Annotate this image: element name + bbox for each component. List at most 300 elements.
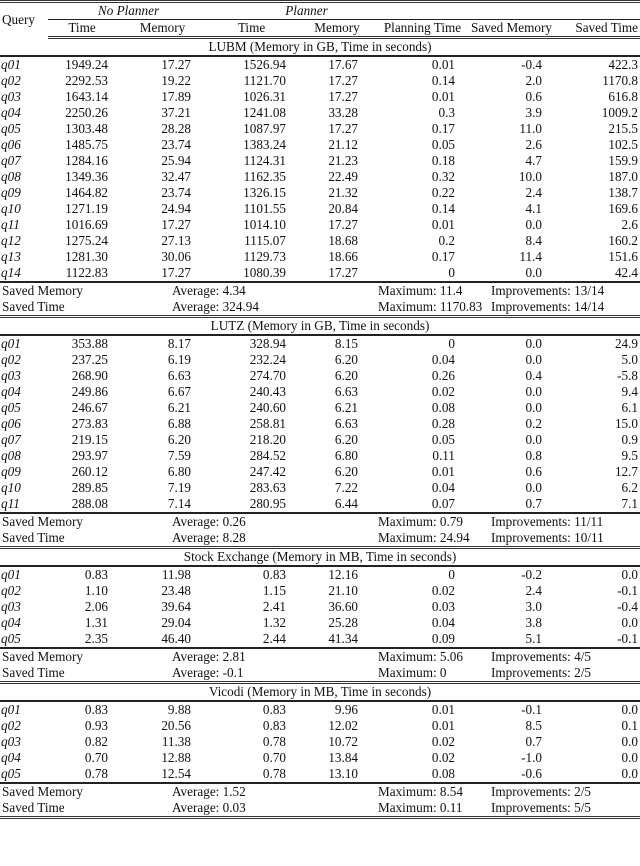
cell-no-planner-time: 0.70 bbox=[84, 750, 108, 765]
table-row bbox=[0, 480, 640, 496]
cell-planning-time: 0.14 bbox=[431, 73, 455, 88]
cell-query: q01 bbox=[1, 702, 21, 717]
cell-planner-memory: 17.27 bbox=[328, 121, 358, 136]
cell-planning-time: 0.09 bbox=[380, 631, 465, 648]
cell-planning-time: 0.01 bbox=[431, 702, 455, 717]
cell-saved-memory: 11.4 bbox=[519, 249, 542, 264]
cell-query: q04 bbox=[1, 750, 21, 765]
cell-planner-memory: 13.84 bbox=[328, 750, 358, 765]
table-row bbox=[0, 56, 640, 73]
cell-no-planner-time: 289.85 bbox=[71, 480, 108, 495]
table-row bbox=[0, 384, 640, 400]
cell-saved-time: 151.6 bbox=[608, 249, 639, 264]
cell-planner-time: 240.43 bbox=[249, 384, 286, 399]
cell-planner-memory: 6.63 bbox=[334, 384, 358, 399]
cell-planning-time: 0.03 bbox=[431, 599, 455, 614]
table-row bbox=[0, 464, 640, 480]
cell-saved-memory: 0.0 bbox=[465, 265, 558, 282]
cell-planner-memory: 25.28 bbox=[328, 615, 358, 630]
summary-improvements: Improvements: 2/5 bbox=[465, 665, 640, 683]
cell-planner-memory: 6.21 bbox=[334, 400, 358, 415]
cell-planner-time: 1.15 bbox=[262, 583, 286, 598]
cell-planner-time: 1121.70 bbox=[243, 73, 286, 88]
cell-planner-memory: 17.27 bbox=[328, 217, 358, 232]
summary-maximum: Maximum: 1170.83 bbox=[294, 299, 465, 317]
cell-saved-memory: 0.2 bbox=[525, 416, 542, 431]
cell-saved-memory: 0.7 bbox=[465, 496, 558, 513]
cell-planning-time: 0.04 bbox=[431, 480, 455, 495]
cell-planning-time: 0.04 bbox=[431, 352, 455, 367]
table-row bbox=[0, 718, 640, 734]
cell-planner-memory: 10.72 bbox=[328, 734, 358, 749]
cell-saved-memory: 0.0 bbox=[525, 352, 542, 367]
cell-saved-memory: -0.6 bbox=[465, 766, 558, 783]
col-header-time: Time bbox=[48, 20, 116, 38]
cell-planner-time: 1087.97 bbox=[243, 121, 286, 136]
cell-saved-time: 0.0 bbox=[621, 702, 639, 717]
summary-improvements: Improvements: 4/5 bbox=[491, 649, 591, 664]
cell-planning-time: 0.02 bbox=[431, 750, 455, 765]
cell-planner-memory: 41.34 bbox=[294, 631, 380, 648]
cell-no-planner-time: 0.82 bbox=[84, 734, 108, 749]
cell-planning-time: 0.32 bbox=[431, 169, 455, 184]
cell-planner-time: 283.63 bbox=[249, 480, 286, 495]
cell-no-planner-time: 1485.75 bbox=[65, 137, 108, 152]
summary-row bbox=[0, 282, 640, 299]
cell-saved-time: 7.1 bbox=[558, 496, 640, 513]
cell-planner-memory: 20.84 bbox=[328, 201, 358, 216]
cell-planner-memory: 9.96 bbox=[334, 702, 358, 717]
cell-saved-time: 1170.8 bbox=[602, 73, 639, 88]
cell-planner-time: 1383.24 bbox=[243, 137, 286, 152]
cell-planning-time: 0.2 bbox=[438, 233, 455, 248]
cell-planner-time: 1115.07 bbox=[244, 233, 286, 248]
summary-label: Saved Memory bbox=[2, 514, 83, 529]
cell-no-planner-time: 1271.19 bbox=[65, 201, 108, 216]
cell-query: q10 bbox=[1, 201, 21, 216]
cell-saved-memory: 0.0 bbox=[525, 480, 542, 495]
cell-no-planner-memory: 12.88 bbox=[161, 750, 191, 765]
cell-saved-memory: 0.0 bbox=[525, 432, 542, 447]
cell-saved-memory: 0.0 bbox=[525, 336, 542, 351]
table-row bbox=[0, 416, 640, 432]
summary-improvements: Improvements: 11/11 bbox=[491, 514, 604, 529]
table-row bbox=[0, 137, 640, 153]
table-row bbox=[0, 631, 640, 648]
summary-label: Saved Time bbox=[0, 800, 116, 818]
cell-saved-memory: 0.4 bbox=[525, 368, 542, 383]
cell-planner-time: 328.94 bbox=[249, 336, 286, 351]
cell-planner-time: 0.78 bbox=[262, 734, 286, 749]
cell-saved-time: -0.4 bbox=[617, 599, 639, 614]
summary-improvements: Improvements: 5/5 bbox=[465, 800, 640, 818]
table-row bbox=[0, 121, 640, 137]
cell-no-planner-time: 288.08 bbox=[48, 496, 116, 513]
summary-average: Average: 2.81 bbox=[172, 649, 246, 664]
cell-saved-memory: 4.7 bbox=[525, 153, 542, 168]
cell-no-planner-time: 1949.24 bbox=[65, 57, 108, 72]
cell-no-planner-time: 1.31 bbox=[84, 615, 108, 630]
cell-saved-time: 0.0 bbox=[621, 567, 639, 582]
cell-saved-memory: 0.8 bbox=[525, 448, 542, 463]
cell-no-planner-memory: 6.19 bbox=[167, 352, 191, 367]
cell-saved-memory: -1.0 bbox=[521, 750, 542, 765]
cell-query: q08 bbox=[1, 169, 21, 184]
cell-planner-time: 240.60 bbox=[249, 400, 286, 415]
cell-no-planner-time: 1303.48 bbox=[65, 121, 108, 136]
cell-saved-time: -5.8 bbox=[617, 368, 639, 383]
cell-query: q01 bbox=[1, 336, 21, 351]
cell-saved-time: 0.0 bbox=[621, 615, 639, 630]
cell-saved-time: 2.6 bbox=[621, 217, 639, 232]
cell-no-planner-time: 0.78 bbox=[48, 766, 116, 783]
cell-no-planner-memory: 6.20 bbox=[167, 432, 191, 447]
cell-query: q09 bbox=[1, 464, 21, 479]
cell-planning-time: 0 bbox=[448, 567, 455, 582]
cell-query: q11 bbox=[0, 496, 48, 513]
cell-query: q12 bbox=[1, 233, 21, 248]
summary-average: Average: -0.1 bbox=[116, 665, 294, 683]
cell-saved-memory: 0.6 bbox=[525, 89, 542, 104]
summary-label: Saved Time bbox=[0, 665, 116, 683]
table-row bbox=[0, 734, 640, 750]
cell-saved-memory: 2.0 bbox=[525, 73, 542, 88]
col-header-saved-time: Saved Time bbox=[558, 20, 640, 38]
cell-planner-memory: 17.27 bbox=[328, 89, 358, 104]
cell-query: q13 bbox=[1, 249, 21, 264]
cell-query: q10 bbox=[1, 480, 21, 495]
cell-query: q03 bbox=[1, 368, 21, 383]
cell-saved-memory: 3.9 bbox=[525, 105, 542, 120]
cell-planner-memory: 7.22 bbox=[334, 480, 358, 495]
cell-planner-memory: 6.44 bbox=[294, 496, 380, 513]
cell-planner-memory: 6.20 bbox=[334, 352, 358, 367]
cell-saved-time: 15.0 bbox=[614, 416, 639, 431]
cell-saved-memory: 2.6 bbox=[525, 137, 542, 152]
cell-planner-memory: 21.10 bbox=[328, 583, 358, 598]
cell-planner-time: 232.24 bbox=[249, 352, 286, 367]
cell-no-planner-memory: 37.21 bbox=[161, 105, 191, 120]
cell-planner-time: 1162.35 bbox=[243, 169, 286, 184]
table-row bbox=[0, 368, 640, 384]
table-row bbox=[0, 615, 640, 631]
summary-improvements: Improvements: 14/14 bbox=[465, 299, 640, 317]
cell-planner-time: 0.70 bbox=[262, 750, 286, 765]
cell-saved-time: 215.5 bbox=[608, 121, 639, 136]
cell-saved-time: 0.0 bbox=[558, 766, 640, 783]
cell-no-planner-time: 0.83 bbox=[84, 702, 108, 717]
cell-no-planner-time: 268.90 bbox=[71, 368, 108, 383]
cell-planner-time: 1026.31 bbox=[243, 89, 286, 104]
cell-no-planner-time: 1643.14 bbox=[65, 89, 108, 104]
cell-query: q05 bbox=[1, 121, 21, 136]
cell-no-planner-time: 293.97 bbox=[71, 448, 108, 463]
summary-average: Average: 1.52 bbox=[172, 784, 246, 799]
cell-query: q06 bbox=[1, 416, 21, 431]
cell-saved-time: 159.9 bbox=[608, 153, 639, 168]
section-header bbox=[0, 38, 640, 57]
cell-planner-time: 284.52 bbox=[249, 448, 286, 463]
table-row bbox=[0, 89, 640, 105]
col-header-planner-memory: Memory bbox=[294, 20, 380, 38]
cell-planner-memory: 6.63 bbox=[334, 416, 358, 431]
table-row bbox=[0, 249, 640, 265]
summary-improvements: Improvements: 10/11 bbox=[465, 530, 640, 548]
cell-planner-memory: 8.15 bbox=[334, 336, 358, 351]
cell-saved-time: 24.9 bbox=[614, 336, 639, 351]
summary-average: Average: 4.34 bbox=[172, 283, 246, 298]
cell-planner-memory: 21.12 bbox=[328, 137, 358, 152]
cell-planner-time: 1124.31 bbox=[243, 153, 286, 168]
cell-planner-time: 218.20 bbox=[249, 432, 286, 447]
cell-saved-memory: 0.6 bbox=[525, 464, 542, 479]
cell-query: q01 bbox=[1, 57, 21, 72]
summary-maximum: Maximum: 0.11 bbox=[294, 800, 465, 818]
cell-saved-time: 169.6 bbox=[608, 201, 639, 216]
cell-no-planner-time: 2292.53 bbox=[65, 73, 108, 88]
cell-query: q14 bbox=[0, 265, 48, 282]
section-title: LUTZ (Memory in GB, Time in seconds) bbox=[0, 317, 640, 336]
cell-saved-memory: 3.8 bbox=[525, 615, 542, 630]
cell-no-planner-memory: 20.56 bbox=[161, 718, 191, 733]
cell-no-planner-time: 219.15 bbox=[71, 432, 108, 447]
cell-no-planner-time: 0.83 bbox=[84, 567, 108, 582]
cell-planner-memory: 21.32 bbox=[328, 185, 358, 200]
col-header-saved-memory: Saved Memory bbox=[465, 20, 558, 38]
cell-planner-memory: 6.80 bbox=[334, 448, 358, 463]
cell-planner-time: 258.81 bbox=[249, 416, 286, 431]
cell-query: q02 bbox=[1, 718, 21, 733]
section-header bbox=[0, 548, 640, 567]
cell-saved-time: 0.0 bbox=[621, 750, 639, 765]
cell-saved-time: 6.1 bbox=[621, 400, 639, 415]
table-row bbox=[0, 583, 640, 599]
cell-saved-time: 138.7 bbox=[608, 185, 639, 200]
cell-no-planner-memory: 9.88 bbox=[167, 702, 191, 717]
cell-saved-time: -0.1 bbox=[617, 583, 639, 598]
cell-no-planner-memory: 32.47 bbox=[161, 169, 191, 184]
cell-planner-time: 1129.73 bbox=[243, 249, 286, 264]
cell-saved-time: 187.0 bbox=[608, 169, 639, 184]
cell-planner-time: 1014.10 bbox=[243, 217, 286, 232]
summary-label: Saved Memory bbox=[2, 283, 83, 298]
cell-planning-time: 0 bbox=[380, 265, 465, 282]
summary-row bbox=[0, 800, 640, 818]
table-row bbox=[0, 400, 640, 416]
cell-saved-time: 0.1 bbox=[621, 718, 639, 733]
summary-improvements: Improvements: 13/14 bbox=[491, 283, 605, 298]
cell-planning-time: 0.02 bbox=[431, 734, 455, 749]
cell-saved-memory: 8.5 bbox=[525, 718, 542, 733]
cell-query: q05 bbox=[1, 400, 21, 415]
table-row bbox=[0, 599, 640, 615]
cell-no-planner-memory: 17.89 bbox=[161, 89, 191, 104]
cell-query: q04 bbox=[1, 615, 21, 630]
cell-query: q06 bbox=[1, 137, 21, 152]
cell-query: q04 bbox=[1, 384, 21, 399]
summary-improvements: Improvements: 2/5 bbox=[491, 784, 591, 799]
cell-saved-memory: 3.0 bbox=[525, 599, 542, 614]
summary-maximum: Maximum: 5.06 bbox=[378, 649, 463, 664]
cell-planning-time: 0.05 bbox=[431, 432, 455, 447]
cell-no-planner-time: 2.35 bbox=[48, 631, 116, 648]
cell-planner-time: 1.32 bbox=[262, 615, 286, 630]
summary-row bbox=[0, 665, 640, 683]
cell-saved-memory: 0.7 bbox=[525, 734, 542, 749]
cell-planner-memory: 21.23 bbox=[328, 153, 358, 168]
cell-saved-time: -0.1 bbox=[558, 631, 640, 648]
cell-planner-time: 2.41 bbox=[262, 599, 286, 614]
cell-planning-time: 0.02 bbox=[431, 583, 455, 598]
cell-saved-time: 422.3 bbox=[608, 57, 639, 72]
cell-saved-memory: -0.2 bbox=[521, 567, 542, 582]
cell-no-planner-memory: 46.40 bbox=[116, 631, 209, 648]
cell-no-planner-memory: 6.80 bbox=[167, 464, 191, 479]
summary-row bbox=[0, 299, 640, 317]
summary-maximum: Maximum: 0.79 bbox=[378, 514, 463, 529]
cell-planning-time: 0.17 bbox=[431, 121, 455, 136]
summary-row bbox=[0, 783, 640, 800]
cell-planner-time: 1241.08 bbox=[243, 105, 286, 120]
table-row bbox=[0, 352, 640, 368]
summary-row bbox=[0, 530, 640, 548]
cell-saved-time: 616.8 bbox=[608, 89, 639, 104]
cell-saved-time: 42.4 bbox=[558, 265, 640, 282]
cell-no-planner-time: 2.06 bbox=[84, 599, 108, 614]
cell-planning-time: 0.04 bbox=[431, 615, 455, 630]
cell-planner-memory: 17.27 bbox=[294, 265, 380, 282]
cell-no-planner-memory: 28.28 bbox=[161, 121, 191, 136]
cell-no-planner-memory: 23.48 bbox=[161, 583, 191, 598]
cell-saved-memory: 2.4 bbox=[525, 583, 542, 598]
cell-saved-time: 102.5 bbox=[608, 137, 639, 152]
cell-saved-memory: 11.0 bbox=[519, 121, 542, 136]
summary-maximum: Maximum: 11.4 bbox=[378, 283, 463, 298]
cell-no-planner-memory: 39.64 bbox=[161, 599, 191, 614]
table-row bbox=[0, 432, 640, 448]
table-row bbox=[0, 448, 640, 464]
section-header bbox=[0, 683, 640, 702]
cell-no-planner-time: 246.67 bbox=[71, 400, 108, 415]
cell-planner-time: 280.95 bbox=[209, 496, 294, 513]
cell-query: q02 bbox=[1, 583, 21, 598]
cell-saved-time: 0.0 bbox=[621, 734, 639, 749]
table-row bbox=[0, 217, 640, 233]
cell-planning-time: 0.3 bbox=[438, 105, 455, 120]
table-row bbox=[0, 496, 640, 513]
section-title: LUBM (Memory in GB, Time in seconds) bbox=[0, 38, 640, 57]
cell-planner-time: 2.44 bbox=[209, 631, 294, 648]
table-row bbox=[0, 153, 640, 169]
cell-saved-memory: -0.4 bbox=[521, 57, 542, 72]
cell-planning-time: 0.01 bbox=[431, 57, 455, 72]
summary-label: Saved Time bbox=[0, 299, 116, 317]
cell-no-planner-memory: 12.54 bbox=[116, 766, 209, 783]
cell-planner-time: 0.83 bbox=[262, 718, 286, 733]
cell-no-planner-memory: 6.63 bbox=[167, 368, 191, 383]
planner-header: Planner bbox=[209, 2, 640, 20]
cell-no-planner-memory: 11.38 bbox=[161, 734, 191, 749]
cell-no-planner-memory: 11.98 bbox=[161, 567, 191, 582]
cell-saved-time: 0.9 bbox=[621, 432, 639, 447]
cell-no-planner-time: 1281.30 bbox=[65, 249, 108, 264]
cell-planning-time: 0.11 bbox=[432, 448, 455, 463]
cell-planning-time: 0.18 bbox=[431, 153, 455, 168]
cell-planner-time: 1101.55 bbox=[243, 201, 286, 216]
cell-no-planner-time: 273.83 bbox=[71, 416, 108, 431]
cell-planner-time: 0.78 bbox=[209, 766, 294, 783]
cell-planner-memory: 6.20 bbox=[334, 368, 358, 383]
summary-average: Average: 8.28 bbox=[116, 530, 294, 548]
cell-planner-memory: 18.68 bbox=[328, 233, 358, 248]
cell-no-planner-memory: 7.59 bbox=[167, 448, 191, 463]
cell-no-planner-time: 1284.16 bbox=[65, 153, 108, 168]
cell-query: q03 bbox=[1, 89, 21, 104]
cell-no-planner-memory: 6.21 bbox=[167, 400, 191, 415]
cell-planner-memory: 6.20 bbox=[334, 432, 358, 447]
cell-saved-time: 9.5 bbox=[621, 448, 639, 463]
cell-planning-time: 0.07 bbox=[380, 496, 465, 513]
cell-no-planner-time: 1275.24 bbox=[65, 233, 108, 248]
cell-no-planner-time: 1016.69 bbox=[65, 217, 108, 232]
cell-no-planner-memory: 6.67 bbox=[167, 384, 191, 399]
table-row bbox=[0, 265, 640, 282]
section-title: Vicodi (Memory in MB, Time in seconds) bbox=[0, 683, 640, 702]
cell-planner-memory: 17.67 bbox=[328, 57, 358, 72]
cell-saved-time: 6.2 bbox=[621, 480, 639, 495]
cell-planning-time: 0.17 bbox=[431, 249, 455, 264]
cell-saved-memory: 10.0 bbox=[518, 169, 542, 184]
summary-maximum: Maximum: 8.54 bbox=[378, 784, 463, 799]
cell-no-planner-memory: 8.17 bbox=[167, 336, 191, 351]
cell-saved-memory: 0.0 bbox=[525, 400, 542, 415]
cell-planning-time: 0.05 bbox=[431, 137, 455, 152]
cell-no-planner-memory: 17.27 bbox=[116, 265, 209, 282]
cell-no-planner-memory: 19.22 bbox=[161, 73, 191, 88]
cell-planner-memory: 22.49 bbox=[328, 169, 358, 184]
summary-average: Average: 0.26 bbox=[172, 514, 246, 529]
table-row bbox=[0, 185, 640, 201]
cell-no-planner-memory: 17.27 bbox=[161, 57, 191, 72]
cell-saved-memory: 4.1 bbox=[525, 201, 542, 216]
cell-planning-time: 0.08 bbox=[380, 766, 465, 783]
cell-no-planner-time: 237.25 bbox=[71, 352, 108, 367]
cell-query: q03 bbox=[1, 734, 21, 749]
cell-planner-time: 0.83 bbox=[262, 567, 286, 582]
cell-query: q05 bbox=[0, 631, 48, 648]
cell-planner-memory: 17.27 bbox=[328, 73, 358, 88]
cell-query: q09 bbox=[1, 185, 21, 200]
cell-no-planner-memory: 7.14 bbox=[116, 496, 209, 513]
cell-no-planner-memory: 7.19 bbox=[167, 480, 191, 495]
cell-no-planner-time: 1.10 bbox=[84, 583, 108, 598]
cell-no-planner-memory: 23.74 bbox=[161, 185, 191, 200]
table-row bbox=[0, 169, 640, 185]
cell-planner-memory: 36.60 bbox=[328, 599, 358, 614]
col-header-planner-time: Time bbox=[209, 20, 294, 38]
summary-average: Average: 0.03 bbox=[116, 800, 294, 818]
cell-no-planner-time: 1122.83 bbox=[48, 265, 116, 282]
cell-query: q03 bbox=[1, 599, 21, 614]
table-row bbox=[0, 201, 640, 217]
cell-planning-time: 0 bbox=[448, 336, 455, 351]
cell-planning-time: 0.01 bbox=[431, 217, 455, 232]
cell-query: q11 bbox=[1, 217, 20, 232]
cell-saved-time: 9.4 bbox=[621, 384, 639, 399]
cell-no-planner-memory: 29.04 bbox=[161, 615, 191, 630]
cell-saved-memory: 8.4 bbox=[525, 233, 542, 248]
cell-planner-memory: 18.66 bbox=[328, 249, 358, 264]
